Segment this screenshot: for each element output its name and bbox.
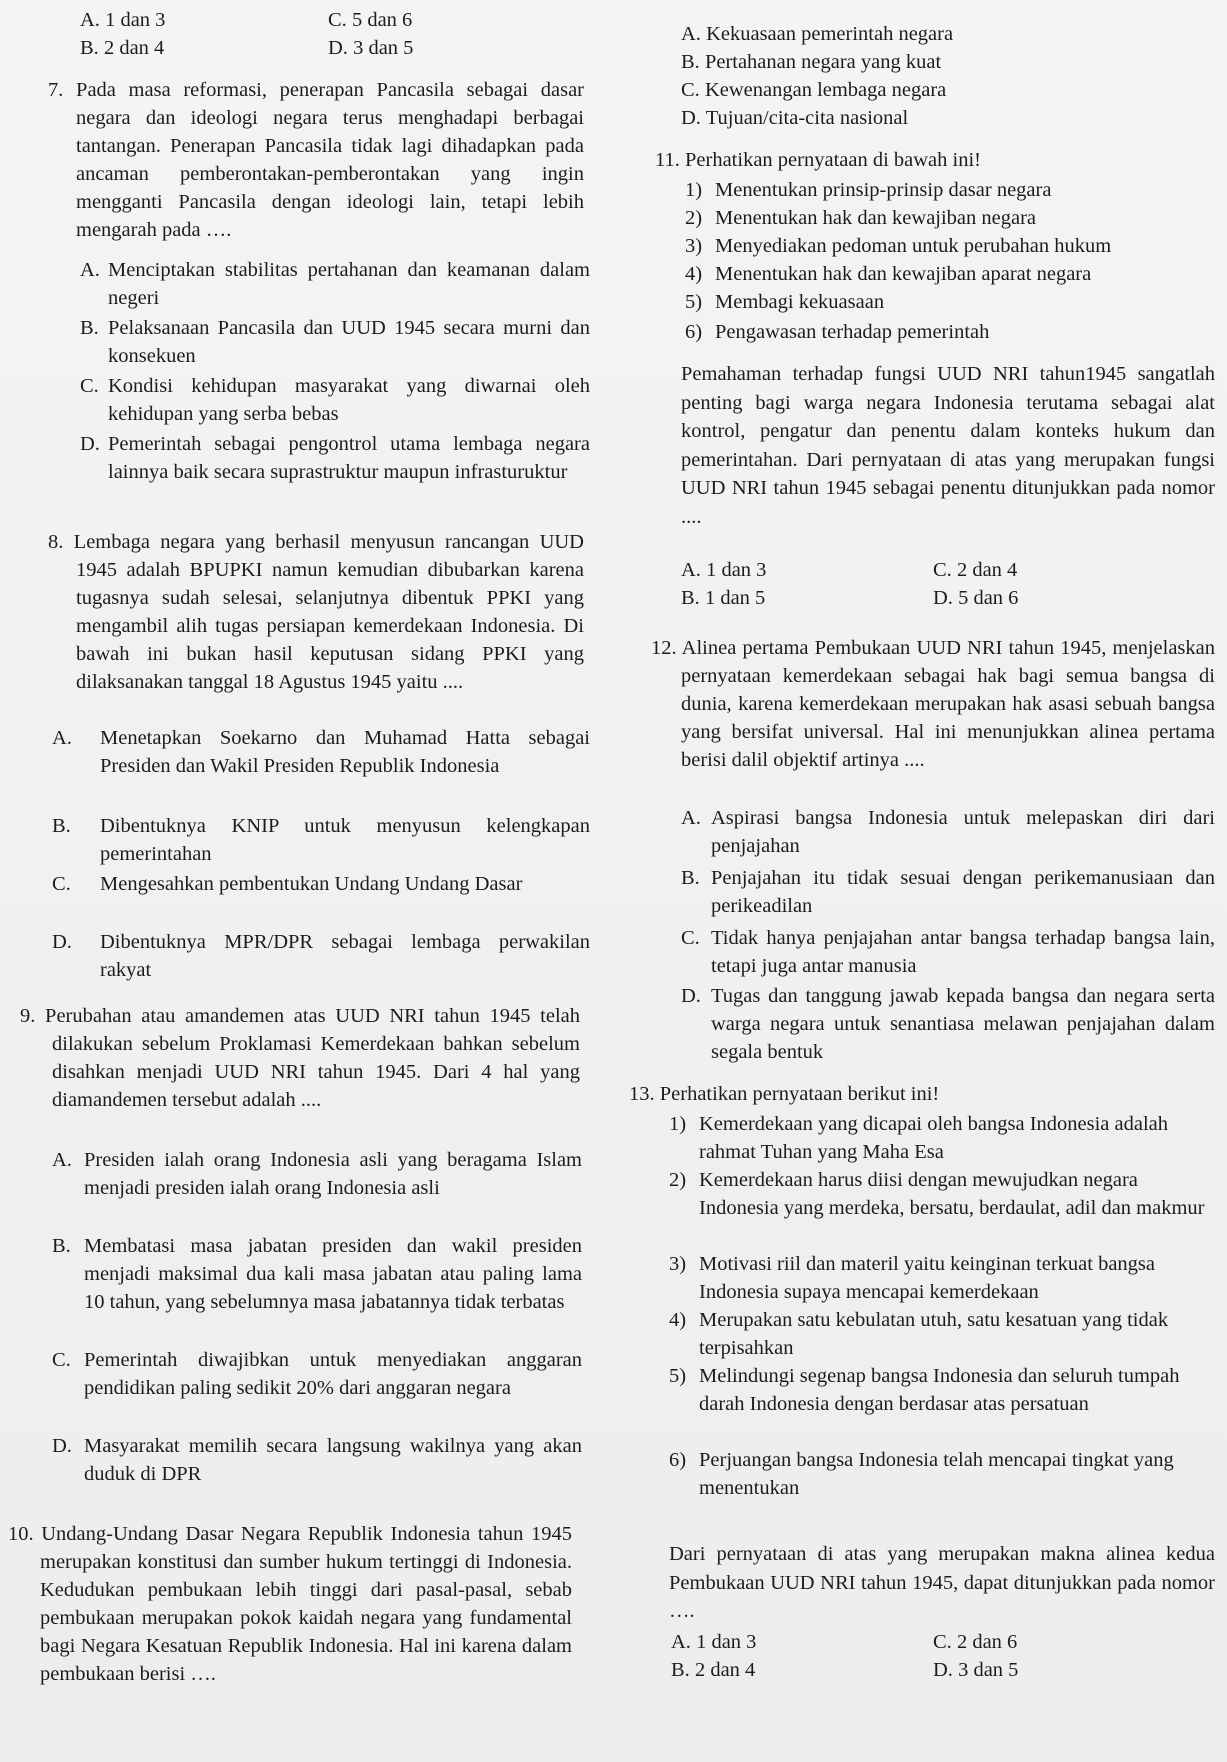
q13-paragraph: Dari pernyataan di atas yang merupakan makna alinea kedua Pembukaan UUD NRI tahun 1945, dapat ditunjukkan pada nomor ….: [669, 1543, 1215, 1622]
q13-statement-6: 6) Perjuangan bangsa Indonesia telah mencapai tingkat yang menentukan: [669, 1449, 1174, 1499]
q9-option-b: B. Membatasi masa jabatan presiden dan wakil presiden menjadi maksimal dua kali masa jabatan atau paling lama 10 tahun, yang sebelumnya masa jabatannya tidak terbatas: [52, 1235, 582, 1313]
question-8-text: 8. Lembaga negara yang berhasil menyusun rancangan UUD 1945 adalah BPUPKI namun kemudian dibubarkan karena tugasnya sudah selesai, selanjutnya dibentuk PPKI yang mengambil alih tugas persiapan kemerdekaan Indonesia. Di bawah ini bukan hasil keputusan sidang PPKI yang dilaksanakan tanggal 18 Agustus 1945 yaitu ....: [48, 531, 584, 693]
q13-option-c: C. 2 dan 6: [933, 1631, 1018, 1653]
q12-option-c: C. Tidak hanya penjajahan antar bangsa terhadap bangsa lain, tetapi juga antar manusia: [681, 927, 1215, 977]
q13-statement-2: 2) Kemerdekaan harus diisi dengan mewujudkan negara Indonesia yang merdeka, bersatu, berdaulat, adil dan makmur: [669, 1169, 1205, 1219]
question-10-text: 10. Undang-Undang Dasar Negara Republik Indonesia tahun 1945 merupakan konstitusi dan sumber hukum tertinggi di Indonesia. Kedudukan pembukaan lebih tinggi dari pasal-pasal, sebab pembukaan merupakan pokok kaidah negara yang fundamental bagi Negara Kesatuan Republik Indonesia. Hal ini karena dalam pembukaan berisi ….: [8, 1523, 572, 1685]
q8-option-b: B. Dibentuknya KNIP untuk menyusun kelengkapan pemerintahan: [52, 815, 590, 865]
q11-option-c: C. 2 dan 4: [933, 559, 1018, 581]
q12-option-b: B. Penjajahan itu tidak sesuai dengan perikemanusiaan dan perikeadilan: [681, 867, 1215, 917]
q12-option-a: A. Aspirasi bangsa Indonesia untuk melepaskan diri dari penjajahan: [681, 807, 1215, 857]
question-11-text: 11. Perhatikan pernyataan di bawah ini!: [655, 149, 981, 171]
q11-option-a: A. 1 dan 3: [681, 559, 767, 581]
q11-option-d: D. 5 dan 6: [933, 587, 1019, 609]
q11-option-b: B. 1 dan 5: [681, 587, 766, 609]
question-12-text: 12. Alinea pertama Pembukaan UUD NRI tahun 1945, menjelaskan pernyataan kemerdekaan sebagai hak bagi semua bangsa di dunia, karena kemerdekaan merupakan hak asasi sebuah bangsa yang bersifat universal. Hal ini menunjukkan alinea pertama berisi dalil objektif artinya ....: [651, 637, 1215, 771]
q10-option-b: B. Pertahanan negara yang kuat: [681, 51, 942, 73]
question-9-text: 9. Perubahan atau amandemen atas UUD NRI tahun 1945 telah dilakukan sebelum Proklamasi Kemerdekaan bahkan sebelum disahkan menjadi UUD NRI tahun 1945. Dari 4 hal yang diamandemen tersebut adalah ....: [20, 1005, 581, 1111]
q9-option-c: C. Pemerintah diwajibkan untuk menyediakan anggaran pendidikan paling sedikit 20% dari anggaran negara: [52, 1349, 582, 1399]
q10-option-d: D. Tujuan/cita-cita nasional: [681, 107, 909, 129]
question-13-text: 13. Perhatikan pernyataan berikut ini!: [629, 1083, 940, 1105]
option-a: A. 1 dan 3: [80, 9, 166, 31]
question-7-text: 7. Pada masa reformasi, penerapan Pancasila sebagai dasar negara dan ideologi negara terus menghadapi berbagai tantangan. Penerapan Pancasila tidak lagi dihadapkan pada ancaman pemberontakan-pemberontakan yang ingin mengganti Pancasila dengan ideologi lain, tetapi lebih mengarah pada ….: [48, 79, 584, 241]
q11-statement-2: 2) Menentukan hak dan kewajiban negara: [685, 207, 1037, 229]
q8-option-a: A. Menetapkan Soekarno dan Muhamad Hatta sebagai Presiden dan Wakil Presiden Republik Indonesia: [52, 727, 590, 777]
q7-option-d: D. Pemerintah sebagai pengontrol utama lembaga negara lainnya baik secara suprastruktur maupun infrasturuktur: [80, 433, 590, 483]
q11-statement-5: 5) Membagi kekuasaan: [685, 291, 885, 313]
q7-option-a: A. Menciptakan stabilitas pertahanan dan keamanan dalam negeri: [80, 259, 590, 309]
option-d: D. 3 dan 5: [328, 37, 414, 59]
q13-statement-1: 1) Kemerdekaan yang dicapai oleh bangsa Indonesia adalah rahmat Tuhan yang Maha Esa: [669, 1113, 1169, 1163]
q11-paragraph: Pemahaman terhadap fungsi UUD NRI tahun1945 sangatlah penting bagi warga negara Indonesia terutama sebagai alat kontrol, pengatur dan penentu dalam konteks hukum dan pemerintahan. Dari pernyataan di atas yang merupakan fungsi UUD NRI tahun 1945 sebagai penentu ditunjukkan pada nomor ....: [681, 363, 1215, 528]
q11-statement-6: 6) Pengawasan terhadap pemerintah: [685, 321, 990, 343]
q13-statement-4: 4) Merupakan satu kebulatan utuh, satu kesatuan yang tidak terpisahkan: [669, 1309, 1169, 1359]
q13-option-d: D. 3 dan 5: [933, 1659, 1019, 1681]
q11-statement-1: 1) Menentukan prinsip-prinsip dasar negara: [685, 179, 1052, 201]
q7-option-b: B. Pelaksanaan Pancasila dan UUD 1945 secara murni dan konsekuen: [80, 317, 590, 367]
q7-option-c: C. Kondisi kehidupan masyarakat yang diwarnai oleh kehidupan yang serba bebas: [80, 375, 590, 425]
q13-option-b: B. 2 dan 4: [671, 1659, 756, 1681]
q13-statement-3: 3) Motivasi riil dan materil yaitu keinginan terkuat bangsa Indonesia supaya mencapai kemerdekaan: [669, 1253, 1156, 1303]
q9-option-a: A. Presiden ialah orang Indonesia asli yang beragama Islam menjadi presiden ialah orang Indonesia asli: [52, 1149, 582, 1199]
q13-option-a: A. 1 dan 3: [671, 1631, 757, 1653]
q11-statement-4: 4) Menentukan hak dan kewajiban aparat negara: [685, 263, 1092, 285]
q8-option-d: D. Dibentuknya MPR/DPR sebagai lembaga perwakilan rakyat: [52, 931, 590, 981]
q9-option-d: D. Masyarakat memilih secara langsung wakilnya yang akan duduk di DPR: [52, 1435, 582, 1485]
option-c: C. 5 dan 6: [328, 9, 413, 31]
q8-option-c: C. Mengesahkan pembentukan Undang Undang Dasar: [52, 873, 523, 895]
q10-option-c: C. Kewenangan lembaga negara: [681, 79, 947, 101]
q12-option-d: D. Tugas dan tanggung jawab kepada bangsa dan negara serta warga negara untuk senantiasa melawan penjajahan dalam segala bentuk: [681, 985, 1215, 1063]
q10-option-a: A. Kekuasaan pemerintah negara: [681, 23, 954, 45]
option-b: B. 2 dan 4: [80, 37, 165, 59]
q11-statement-3: 3) Menyediakan pedoman untuk perubahan hukum: [685, 235, 1112, 257]
q13-statement-5: 5) Melindungi segenap bangsa Indonesia dan seluruh tumpah darah Indonesia dengan berdasar atas persatuan: [669, 1365, 1180, 1415]
